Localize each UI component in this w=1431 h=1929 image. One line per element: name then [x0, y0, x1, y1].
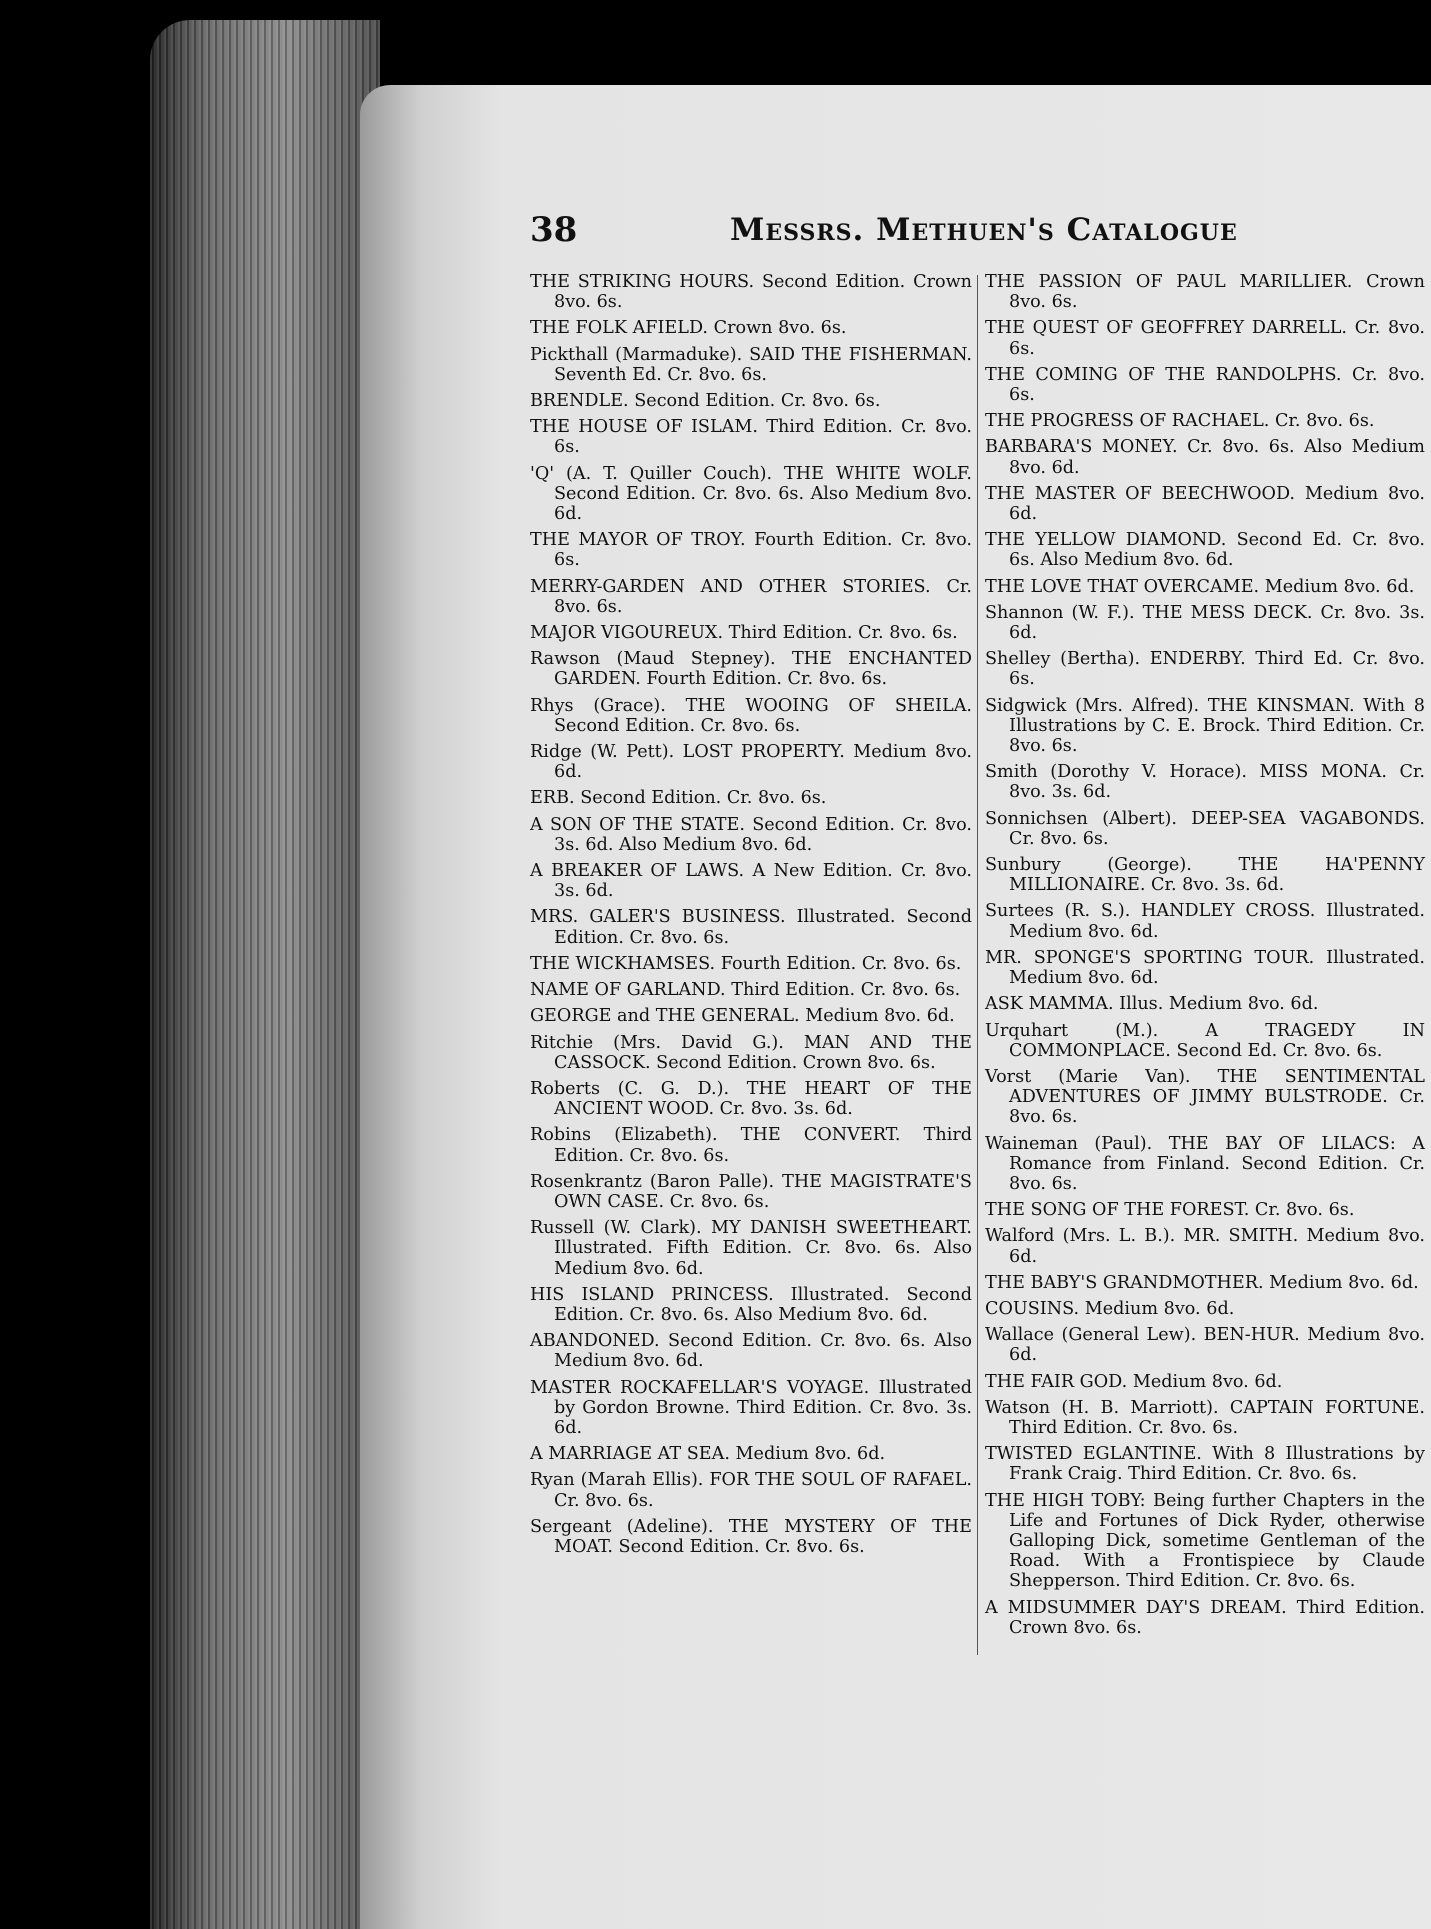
catalogue-entry: GEORGE and THE GENERAL. Medium 8vo. 6d. — [530, 1006, 955, 1027]
catalogue-entry: MR. SPONGE'S SPORTING TOUR. Illustrated. Medium 8vo. 6d. — [985, 947, 1425, 989]
catalogue-entry: THE SONG OF THE FOREST. Cr. 8vo. 6s. — [985, 1200, 1355, 1221]
catalogue-entry: Robins (Elizabeth). THE CONVERT. Third Edition. Cr. 8vo. 6s. — [530, 1125, 972, 1166]
catalogue-entry: THE STRIKING HOURS. Second Edition. Crown 8vo. 6s. — [530, 272, 972, 313]
catalogue-entry: Sergeant (Adeline). THE MYSTERY OF THE MOAT. Second Edition. Cr. 8vo. 6s. — [530, 1516, 972, 1557]
catalogue-entry: Ryan (Marah Ellis). FOR THE SOUL OF RAFAEL. Cr. 8vo. 6s. — [530, 1470, 972, 1511]
catalogue-entry: A MARRIAGE AT SEA. Medium 8vo. 6d. — [530, 1444, 886, 1465]
catalogue-entry: THE MASTER OF BEECHWOOD. Medium 8vo. 6d. — [985, 483, 1425, 525]
catalogue-entry: Pickthall (Marmaduke). SAID THE FISHERMAN. Seventh Ed. Cr. 8vo. 6s. — [530, 344, 972, 385]
catalogue-entry: THE YELLOW DIAMOND. Second Ed. Cr. 8vo. 6s. Also Medium 8vo. 6d. — [985, 530, 1425, 571]
catalogue-entry: TWISTED EGLANTINE. With 8 Illustrations by Frank Craig. Third Edition. Cr. 8vo. 6s. — [985, 1444, 1425, 1485]
catalogue-entry: A MIDSUMMER DAY'S DREAM. Third Edition. Crown 8vo. 6s. — [985, 1597, 1425, 1638]
right-column — [985, 272, 1425, 1644]
catalogue-entry: Ridge (W. Pett). LOST PROPERTY. Medium 8vo. 6d. — [530, 742, 972, 783]
catalogue-entry: THE COMING OF THE RANDOLPHS. Cr. 8vo. 6s. — [985, 364, 1425, 406]
catalogue-entry: THE BABY'S GRANDMOTHER. Medium 8vo. 6d. — [985, 1272, 1419, 1293]
catalogue-entry: Sunbury (George). THE HA'PENNY MILLIONAIRE. Cr. 8vo. 3s. 6d. — [985, 855, 1425, 896]
catalogue-entry: Rhys (Grace). THE WOOING OF SHEILA. Second Edition. Cr. 8vo. 6s. — [530, 695, 972, 736]
catalogue-entry: ERB. Second Edition. Cr. 8vo. 6s. — [530, 788, 827, 809]
catalogue-entry: HIS ISLAND PRINCESS. Illustrated. Second Edition. Cr. 8vo. 6s. Also Medium 8vo. 6d. — [530, 1284, 972, 1325]
catalogue-entry: Russell (W. Clark). MY DANISH SWEETHEART. Illustrated. Fifth Edition. Cr. 8vo. 6s. Also Medium 8vo. 6d. — [530, 1218, 972, 1279]
catalogue-entry: BRENDLE. Second Edition. Cr. 8vo. 6s. — [530, 391, 881, 412]
catalogue-entry: NAME OF GARLAND. Third Edition. Cr. 8vo. 6s. — [530, 980, 961, 1001]
catalogue-entry: Waineman (Paul). THE BAY OF LILACS: A Romance from Finland. Second Edition. Cr. 8vo. 6s. — [985, 1133, 1425, 1194]
catalogue-entry: Rawson (Maud Stepney). THE ENCHANTED GARDEN. Fourth Edition. Cr. 8vo. 6s. — [530, 649, 972, 690]
catalogue-entry: Shelley (Bertha). ENDERBY. Third Ed. Cr. 8vo. 6s. — [985, 649, 1425, 690]
catalogue-entry: THE FAIR GOD. Medium 8vo. 6d. — [985, 1371, 1283, 1392]
catalogue-entry: MASTER ROCKAFELLAR'S VOYAGE. Illustrated by Gordon Browne. Third Edition. Cr. 8vo. 3s. 6d. — [530, 1377, 972, 1438]
catalogue-entry: Wallace (General Lew). BEN-HUR. Medium 8vo. 6d. — [985, 1325, 1425, 1366]
catalogue-entry: THE LOVE THAT OVERCAME. Medium 8vo. 6d. — [985, 576, 1415, 597]
catalogue-entry: MERRY-GARDEN AND OTHER STORIES. Cr. 8vo. 6s. — [530, 576, 972, 617]
catalogue-entry: THE HOUSE OF ISLAM. Third Edition. Cr. 8vo. 6s. — [530, 417, 972, 458]
catalogue-entry: THE PASSION OF PAUL MARILLIER. Crown 8vo. 6s. — [985, 272, 1425, 313]
catalogue-entry: Rosenkrantz (Baron Palle). THE MAGISTRATE'S OWN CASE. Cr. 8vo. 6s. — [530, 1171, 972, 1212]
catalogue-entry: Shannon (W. F.). THE MESS DECK. Cr. 8vo. 3s. 6d. — [985, 602, 1425, 644]
catalogue-entry: THE PROGRESS OF RACHAEL. Cr. 8vo. 6s. — [985, 411, 1375, 432]
catalogue-entry: THE MAYOR OF TROY. Fourth Edition. Cr. 8vo. 6s. — [530, 530, 972, 571]
catalogue-entry: MRS. GALER'S BUSINESS. Illustrated. Second Edition. Cr. 8vo. 6s. — [530, 907, 972, 948]
catalogue-entry: THE WICKHAMSES. Fourth Edition. Cr. 8vo. 6s. — [530, 953, 962, 974]
catalogue-entry: Urquhart (M.). A TRAGEDY IN COMMONPLACE. Second Ed. Cr. 8vo. 6s. — [985, 1020, 1425, 1061]
catalogue-entry: A BREAKER OF LAWS. A New Edition. Cr. 8vo. 3s. 6d. — [530, 861, 972, 902]
catalogue-entry: 'Q' (A. T. Quiller Couch). THE WHITE WOLF. Second Edition. Cr. 8vo. 6s. Also Medium 8vo. 6d. — [530, 463, 972, 525]
catalogue-entry: A SON OF THE STATE. Second Edition. Cr. 8vo. 3s. 6d. Also Medium 8vo. 6d. — [530, 814, 972, 855]
catalogue-entry: MAJOR VIGOUREUX. Third Edition. Cr. 8vo. 6s. — [530, 623, 958, 644]
column-divider — [977, 275, 978, 1655]
catalogue-entry: Walford (Mrs. L. B.). MR. SMITH. Medium 8vo. 6d. — [985, 1226, 1425, 1267]
catalogue-entry: COUSINS. Medium 8vo. 6d. — [985, 1298, 1235, 1319]
page-number: 38 — [530, 210, 578, 250]
running-title: Messrs. Methuen's Catalogue — [730, 212, 1238, 248]
catalogue-entry: BARBARA'S MONEY. Cr. 8vo. 6s. Also Medium 8vo. 6d. — [985, 437, 1425, 478]
catalogue-entry: Smith (Dorothy V. Horace). MISS MONA. Cr. 8vo. 3s. 6d. — [985, 762, 1425, 803]
catalogue-entry: Vorst (Marie Van). THE SENTIMENTAL ADVENTURES OF JIMMY BULSTRODE. Cr. 8vo. 6s. — [985, 1066, 1425, 1128]
catalogue-entry: Roberts (C. G. D.). THE HEART OF THE ANCIENT WOOD. Cr. 8vo. 3s. 6d. — [530, 1078, 972, 1120]
catalogue-entry: THE FOLK AFIELD. Crown 8vo. 6s. — [530, 318, 847, 339]
catalogue-entry: Watson (H. B. Marriott). CAPTAIN FORTUNE. Third Edition. Cr. 8vo. 6s. — [985, 1397, 1425, 1438]
book-fore-edge — [150, 20, 380, 1929]
page-header — [530, 210, 1390, 250]
catalogue-entry: THE HIGH TOBY: Being further Chapters in the Life and Fortunes of Dick Ryder, otherwise Galloping Dick, sometime Gentleman of the Road. With a Frontispiece by Claude Shepperson. Third Edition. Cr. 8vo. 6s. — [985, 1490, 1425, 1592]
catalogue-entry: Sonnichsen (Albert). DEEP-SEA VAGABONDS. Cr. 8vo. 6s. — [985, 808, 1425, 849]
left-column — [530, 272, 972, 1563]
catalogue-entry: Ritchie (Mrs. David G.). MAN AND THE CASSOCK. Second Edition. Crown 8vo. 6s. — [530, 1032, 972, 1073]
catalogue-entry: Sidgwick (Mrs. Alfred). THE KINSMAN. With 8 Illustrations by C. E. Brock. Third Edition. Cr. 8vo. 6s. — [985, 695, 1425, 757]
catalogue-entry: THE QUEST OF GEOFFREY DARRELL. Cr. 8vo. 6s. — [985, 318, 1425, 359]
catalogue-entry: ASK MAMMA. Illus. Medium 8vo. 6d. — [985, 994, 1319, 1015]
catalogue-entry: ABANDONED. Second Edition. Cr. 8vo. 6s. Also Medium 8vo. 6d. — [530, 1331, 972, 1372]
catalogue-entry: Surtees (R. S.). HANDLEY CROSS. Illustrated. Medium 8vo. 6d. — [985, 901, 1425, 942]
